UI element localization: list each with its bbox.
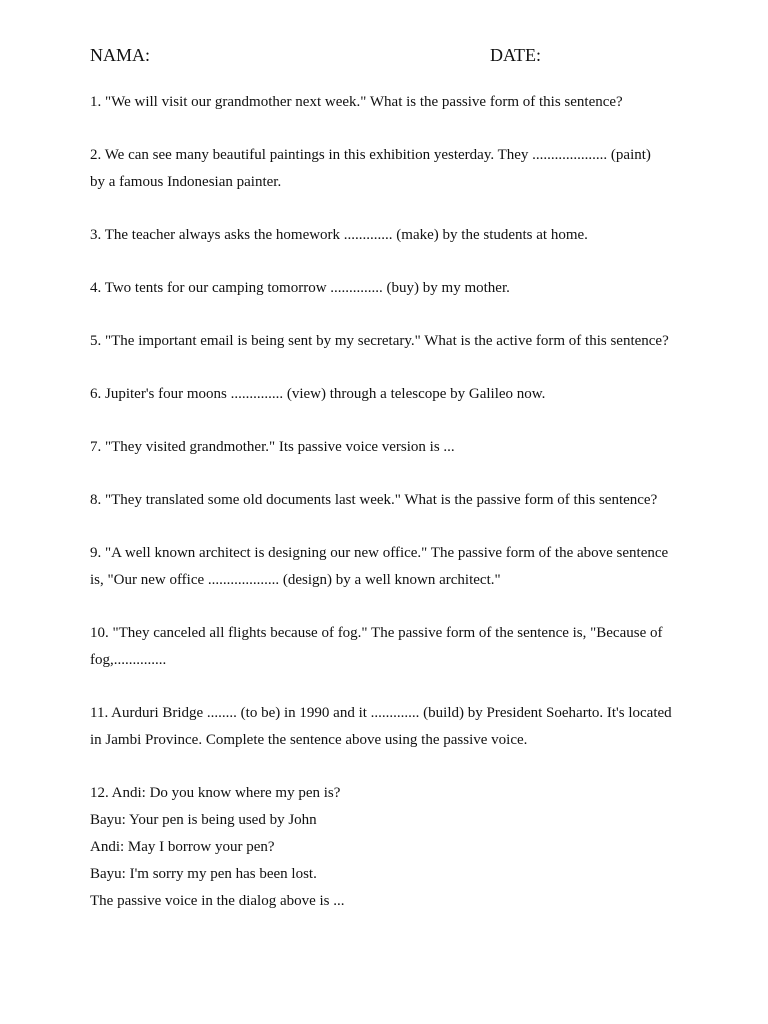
- question-line: The passive voice in the dialog above is ...: [90, 893, 345, 909]
- question-9: [90, 540, 690, 594]
- date-label: DATE:: [490, 45, 541, 65]
- question-line: 1. "We will visit our grandmother next week." What is the passive form of this sentence?: [90, 94, 623, 110]
- question-line: 10. "They canceled all flights because of fog." The passive form of the sentence is, "Because of: [90, 625, 663, 641]
- question-4: [90, 275, 690, 302]
- question-5: [90, 328, 690, 355]
- question-6: [90, 381, 690, 408]
- question-list: [90, 89, 690, 941]
- question-line: by a famous Indonesian painter.: [90, 174, 282, 190]
- dialog-line: 12. Andi: Do you know where my pen is?: [90, 785, 341, 801]
- name-label: NAMA:: [90, 45, 151, 65]
- question-line: 9. "A well known architect is designing our new office." The passive form of the above sentence: [90, 545, 669, 561]
- question-line: in Jambi Province. Complete the sentence above using the passive voice.: [90, 732, 528, 748]
- question-line: fog,..............: [90, 652, 167, 668]
- dialog-line: Bayu: Your pen is being used by John: [90, 812, 317, 828]
- question-12: [90, 780, 690, 915]
- question-line: 11. Aurduri Bridge ........ (to be) in 1990 and it ............. (build) by President Soeharto. It's located: [90, 705, 672, 721]
- question-line: 6. Jupiter's four moons .............. (view) through a telescope by Galileo now.: [90, 386, 546, 402]
- question-8: [90, 487, 690, 514]
- question-line: 8. "They translated some old documents last week." What is the passive form of this sentence?: [90, 492, 658, 508]
- question-line: 7. "They visited grandmother." Its passive voice version is ...: [90, 439, 455, 455]
- question-line: 2. We can see many beautiful paintings in this exhibition yesterday. They .................... (paint): [90, 147, 651, 163]
- question-3: [90, 222, 690, 249]
- question-1: [90, 89, 690, 116]
- dialog-line: Andi: May I borrow your pen?: [90, 839, 275, 855]
- question-10: [90, 620, 690, 674]
- question-line: is, "Our new office ................... (design) by a well known architect.": [90, 572, 501, 588]
- question-11: [90, 700, 690, 754]
- dialog-line: Bayu: I'm sorry my pen has been lost.: [90, 866, 317, 882]
- question-line: 5. "The important email is being sent by my secretary." What is the active form of this sentence?: [90, 333, 669, 349]
- worksheet-header: [90, 45, 690, 69]
- question-line: 4. Two tents for our camping tomorrow .............. (buy) by my mother.: [90, 280, 510, 296]
- question-7: [90, 434, 690, 461]
- question-2: [90, 142, 690, 196]
- question-line: 3. The teacher always asks the homework ............. (make) by the students at home.: [90, 227, 588, 243]
